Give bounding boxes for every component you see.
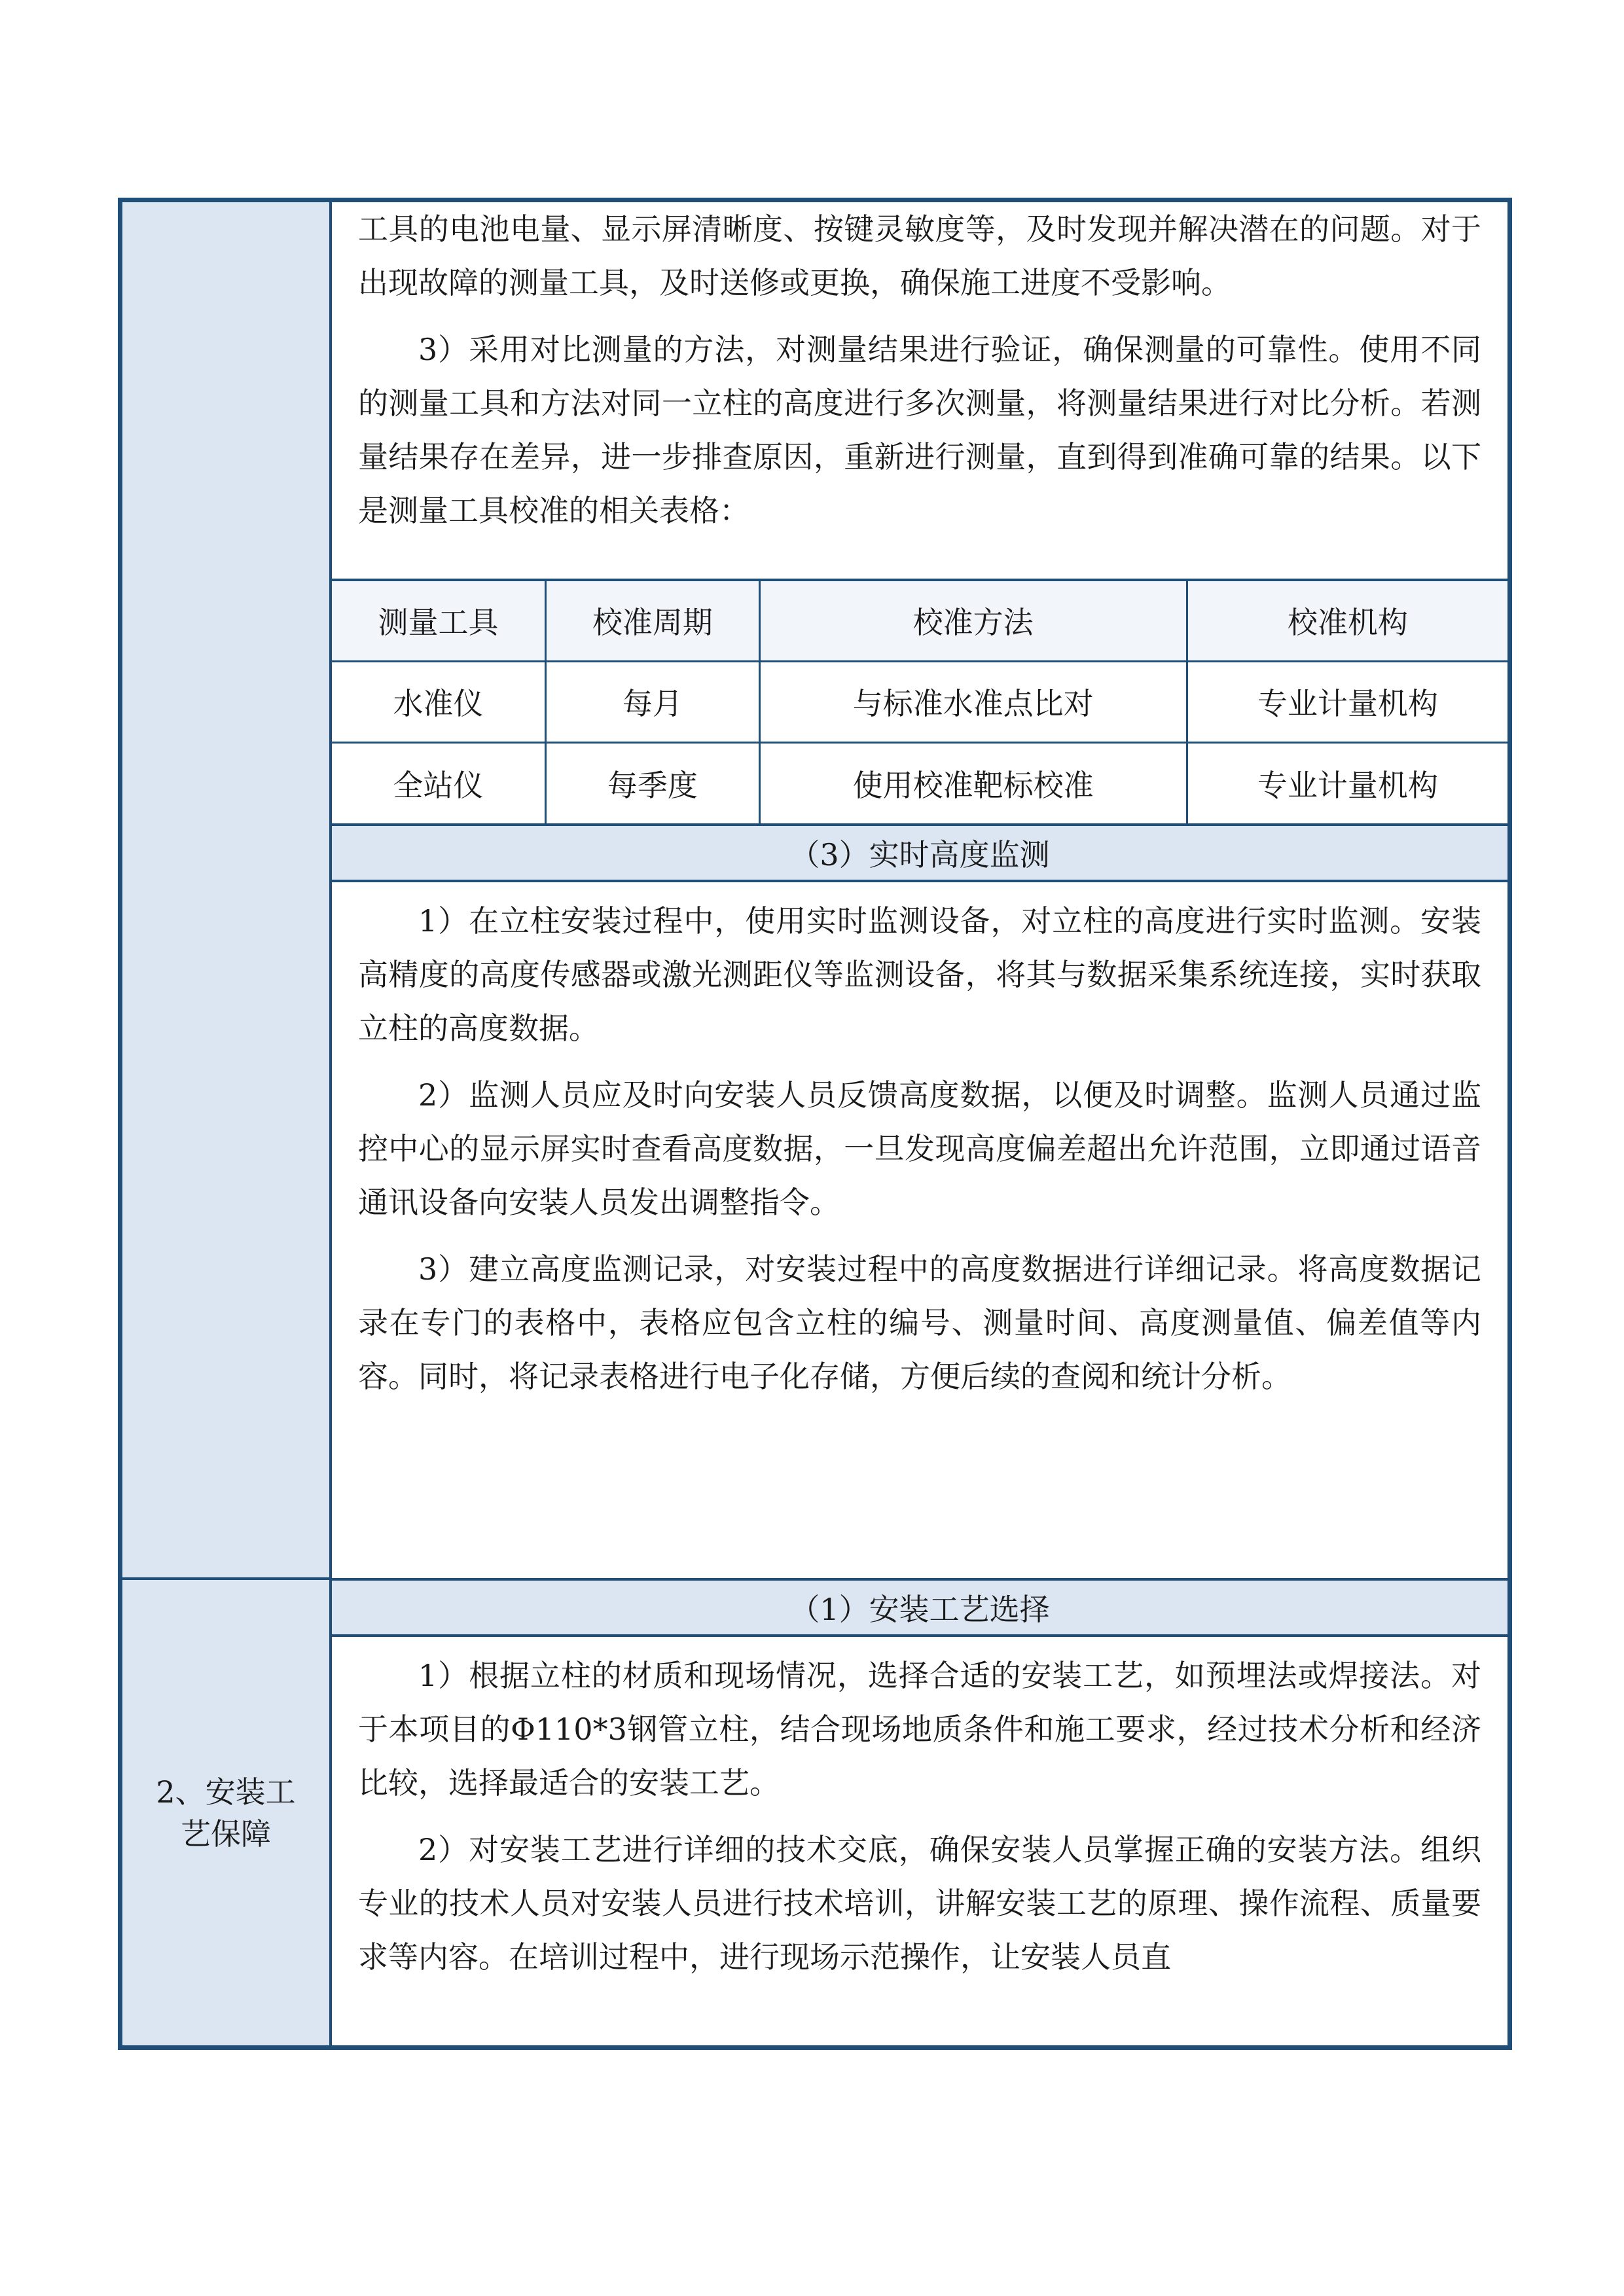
paragraph: 工具的电池电量、显示屏清晰度、按键灵敏度等，及时发现并解决潜在的问题。对于出现故障的测量工具，及时送修或更换，确保施工进度不受影响。 — [358, 211, 1481, 300]
table-row — [332, 661, 1507, 742]
table-header-cell: 校准方法 — [759, 580, 1187, 661]
table-cell: 专业计量机构 — [1187, 742, 1507, 823]
monitoring-text-cell — [332, 882, 1507, 1578]
paragraph: 3）采用对比测量的方法，对测量结果进行验证，确保测量的可靠性。使用不同的测量工具和方法对同一立柱的高度进行多次测量，将测量结果进行对比分析。若测量结果存在差异，进一步排查原因，重新进行测量，直到得到准确可靠的结果。以下是测量工具校准的相关表格： — [358, 332, 1481, 528]
paragraph: 1）根据立柱的材质和现场情况，选择合适的安装工艺，如预埋法或焊接法。对于本项目的Φ110*3钢管立柱，结合现场地质条件和施工要求，经过技术分析和经济比较，选择最适合的安装工艺。 — [358, 1658, 1481, 1801]
section2-label: 2、安装工艺保障 — [156, 1774, 296, 1852]
table-row — [332, 742, 1507, 823]
table-cell: 全站仪 — [332, 742, 546, 823]
document-table — [118, 198, 1512, 2050]
table-cell: 与标准水准点比对 — [759, 661, 1187, 742]
installation-text-cell — [332, 1637, 1507, 2045]
table-cell: 每季度 — [546, 742, 760, 823]
table-header-cell: 测量工具 — [332, 580, 546, 661]
content-column — [332, 202, 1507, 2045]
table-header-cell: 校准周期 — [546, 580, 760, 661]
section-heading-band — [332, 1578, 1507, 1637]
paragraph: 2）监测人员应及时向安装人员反馈高度数据，以便及时调整。监测人员通过监控中心的显示屏实时查看高度数据，一旦发现高度偏差超出允许范围，立即通过语音通讯设备向安装人员发出调整指令。 — [358, 1077, 1481, 1220]
section-heading: （1）安装工艺选择 — [789, 1592, 1050, 1627]
table-cell: 水准仪 — [332, 661, 546, 742]
table-cell: 每月 — [546, 661, 760, 742]
table-header-row — [332, 580, 1507, 661]
section-heading-band — [332, 823, 1507, 882]
section-heading: （3）实时高度监测 — [789, 837, 1050, 872]
paragraph: 2）对安装工艺进行详细的技术交底，确保安装人员掌握正确的安装方法。组织专业的技术人员对安装人员进行技术培训，讲解安装工艺的原理、操作流程、质量要求等内容。在培训过程中，进行现场示范操作，让安装人员直 — [358, 1832, 1481, 1975]
paragraph: 3）建立高度监测记录，对安装过程中的高度数据进行详细记录。将高度数据记录在专门的表格中，表格应包含立柱的编号、测量时间、高度测量值、偏差值等内容。同时，将记录表格进行电子化存储，方便后续的查阅和统计分析。 — [358, 1251, 1481, 1394]
table-cell: 专业计量机构 — [1187, 661, 1507, 742]
table-header-cell: 校准机构 — [1187, 580, 1507, 661]
calibration-table — [332, 579, 1507, 823]
section1-label-cell — [122, 202, 329, 1580]
section2-label-cell — [122, 1580, 329, 2045]
table-cell: 使用校准靶标校准 — [759, 742, 1187, 823]
section1-intro-cell — [332, 202, 1507, 579]
paragraph: 1）在立柱安装过程中，使用实时监测设备，对立柱的高度进行实时监测。安装高精度的高度传感器或激光测距仪等监测设备，将其与数据采集系统连接，实时获取立柱的高度数据。 — [358, 903, 1481, 1046]
label-column — [122, 202, 332, 2045]
